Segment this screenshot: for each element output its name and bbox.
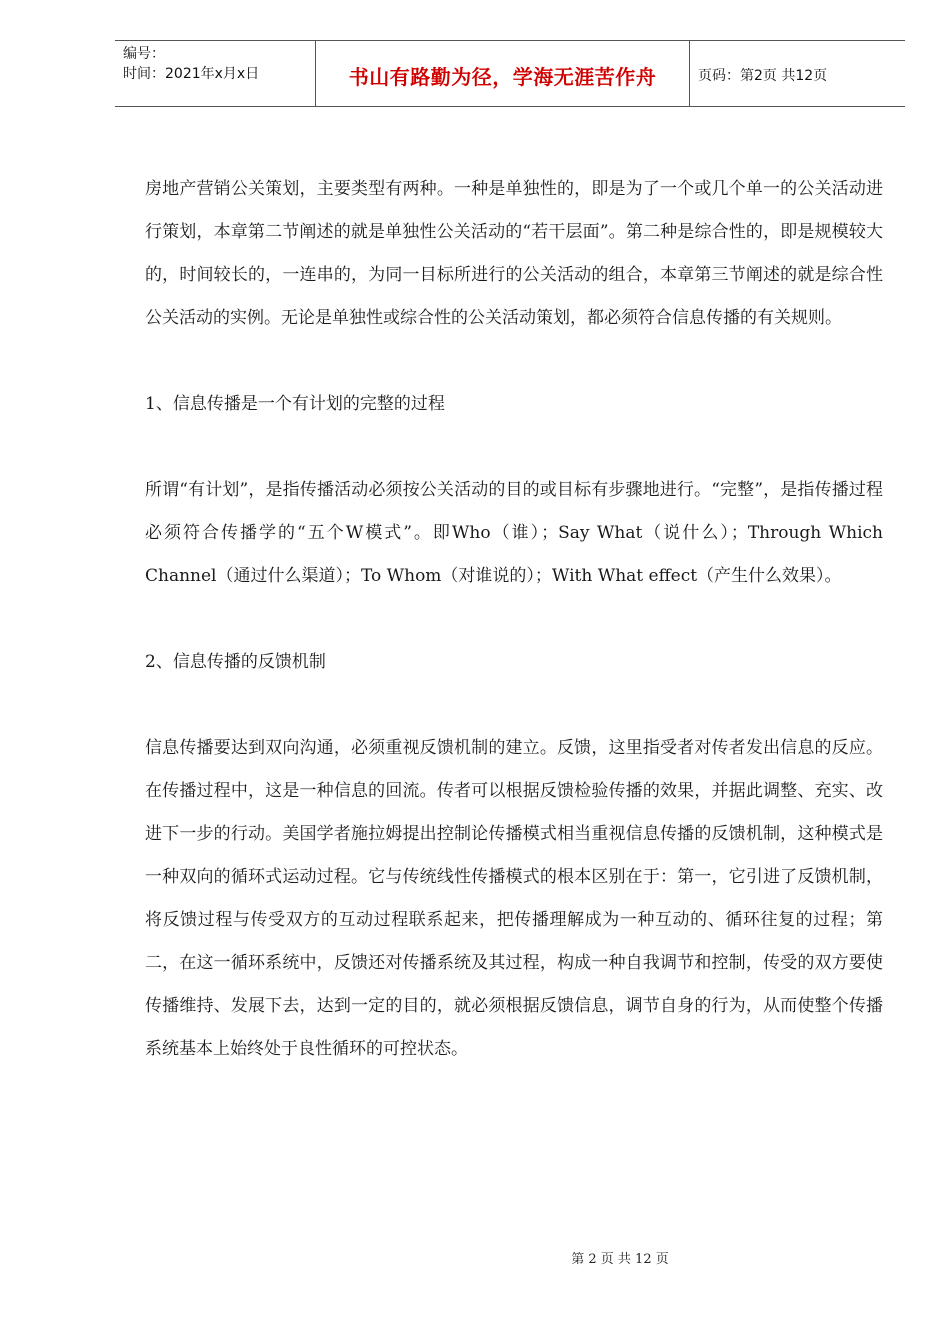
document-body [145,168,883,1071]
header-page-label: 页码：第2页 共12页 [698,68,828,84]
header-meta [123,44,259,84]
spacer [145,340,883,383]
spacer [145,598,883,641]
paragraph-five-w: 所谓“有计划”，是指传播活动必须按公关活动的目的或目标有步骤地进行。“完整”，是指传播过程必须符合传播学的“五个W模式”。即Who（谁）；Say What（说什么）；Through Which Channel（通过什么渠道）；To Whom（对谁说的）；With What effect（产生什么效果）。 [145,480,883,586]
section-heading-2: 2、信息传播的反馈机制 [145,652,326,672]
header-time-label: 时间：2021年x月x日 [123,66,260,82]
header-number-label: 编号： [123,46,165,62]
paragraph-feedback: 信息传播要达到双向沟通，必须重视反馈机制的建立。反馈，这里指受者对传者发出信息的反应。在传播过程中，这是一种信息的回流。传者可以根据反馈检验传播的效果，并据此调整、充实、改进下一步的行动。美国学者施拉姆提出控制论传播模式相当重视信息传播的反馈机制，这种模式是一种双向的循环式运动过程。它与传统线性传播模式的根本区别在于：第一，它引进了反馈机制，将反馈过程与传受双方的互动过程联系起来，把传播理解成为一种互动的、循环往复的过程；第二，在这一循环系统中，反馈还对传播系统及其过程，构成一种自我调节和控制，传受的双方要使传播维持、发展下去，达到一定的目的，就必须根据反馈信息，调节自身的行为，从而使整个传播系统基本上始终处于良性循环的可控状态。 [145,738,883,1059]
page-footer: 第 2 页 共 12 页 [571,1252,669,1267]
header-motto: 书山有路勤为径，学海无涯苦作舟 [348,65,657,89]
spacer [145,426,883,469]
paragraph-intro: 房地产营销公关策划，主要类型有两种。一种是单独性的，即是为了一个或几个单一的公关活动进行策划，本章第二节阐述的就是单独性公关活动的“若干层面”。第二种是综合性的，即是规模较大的，时间较长的，一连串的，为同一目标所进行的公关活动的组合，本章第三节阐述的就是综合性公关活动的实例。无论是单独性或综合性的公关活动策划，都必须符合信息传播的有关规则。 [145,179,883,328]
spacer [145,684,883,727]
header-divider [689,41,690,107]
section-heading-1: 1、信息传播是一个有计划的完整的过程 [145,394,445,414]
page-header [115,40,905,107]
